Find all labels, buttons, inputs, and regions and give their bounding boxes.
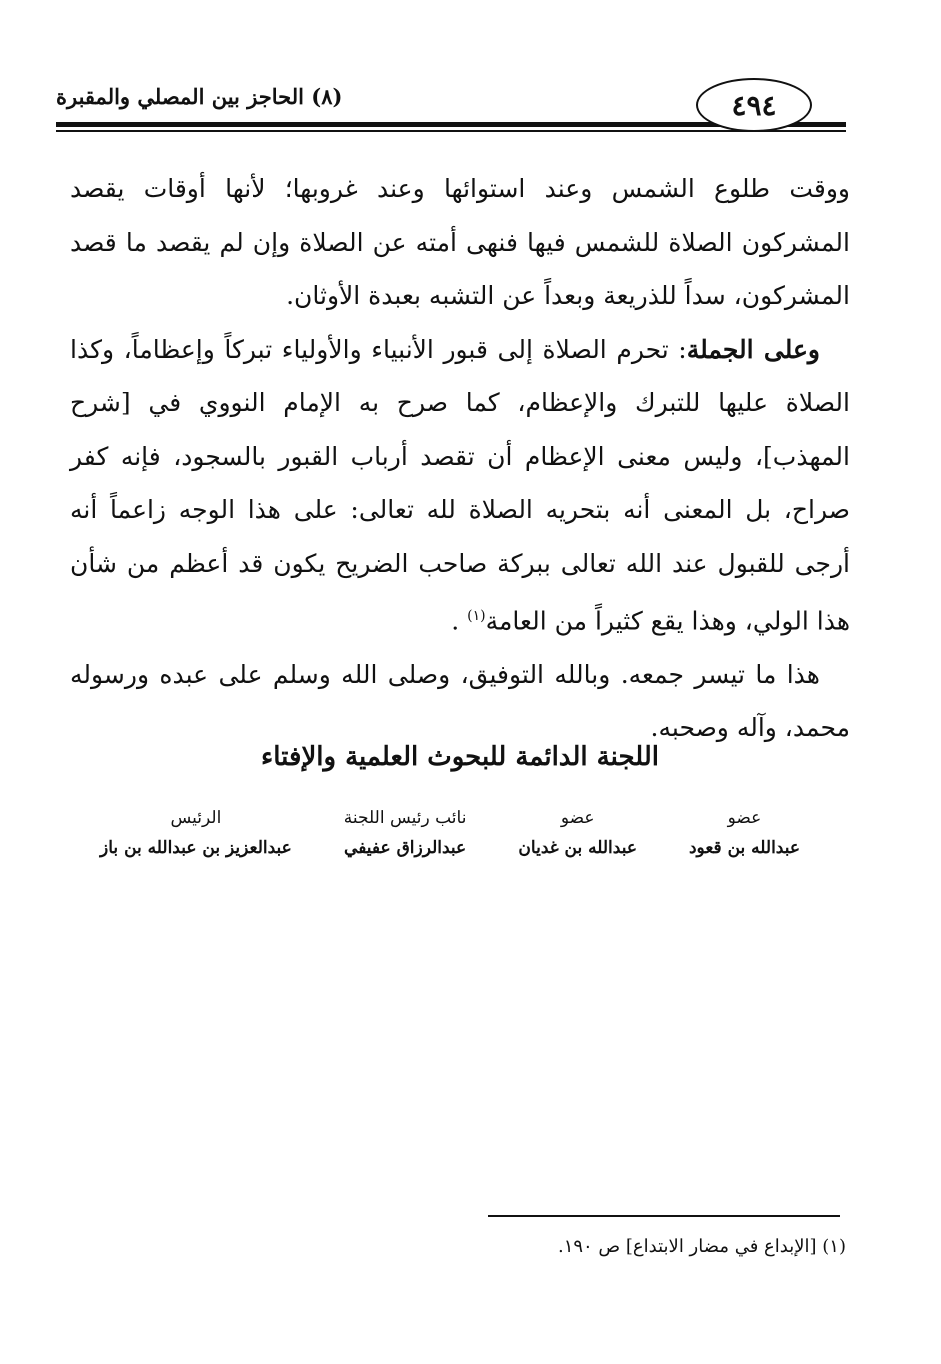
- page-number: ٤٩٤: [696, 78, 812, 132]
- paragraph-3: هذا ما تيسر جمعه. وبالله التوفيق، وصلى الله وسلم على عبده ورسوله محمد، وآله وصحبه.: [70, 659, 850, 743]
- committee-title: اللجنة الدائمة للبحوث العلمية والإفتاء: [261, 742, 659, 772]
- signature-member-2: [518, 808, 637, 878]
- body-text: [70, 162, 850, 755]
- signature-name: عبدالرزاق عفيفي: [344, 838, 467, 858]
- footnote-reference: (١): [467, 608, 486, 624]
- signature-role: عضو: [727, 808, 762, 828]
- footnote-separator: [488, 1215, 840, 1217]
- paragraph-1: ووقت طلوع الشمس وعند استوائها وعند غروبها؛ لأنها أوقات يقصد المشركون الصلاة للشمس فيها فنهى أمته عن الصلاة وإن لم يقصد ما قصد المشركون، سداً للذريعة وبعداً عن التشبه بعبدة الأوثان.: [70, 174, 850, 310]
- paragraph-2-end: .: [451, 606, 460, 636]
- signature-role: الرئيس: [170, 808, 222, 828]
- footnote: [558, 1236, 846, 1257]
- signatures-block: [100, 808, 800, 878]
- footnote-text: [الإبداع في مضار الابتداع] ص ١٩٠.: [557, 1236, 817, 1257]
- footnote-marker: (١): [822, 1236, 846, 1257]
- signature-name: عبدالعزيز بن عبدالله بن باز: [100, 838, 292, 858]
- page-header: [56, 78, 846, 130]
- paragraph-2: [70, 323, 850, 648]
- signature-vice-chairman: [344, 808, 467, 878]
- running-title: (٨) الحاجز بين المصلي والمقبرة: [56, 84, 343, 109]
- signature-name: عبدالله بن غديان: [518, 838, 637, 858]
- signature-role: نائب رئيس اللجنة: [343, 808, 467, 828]
- signature-role: عضو: [560, 808, 595, 828]
- paragraph-2-lead: وعلى الجملة: [686, 334, 820, 364]
- signature-name: عبدالله بن قعود: [688, 838, 800, 858]
- signature-chairman: [100, 808, 292, 878]
- header-rule-thin: [56, 130, 846, 132]
- paragraph-2-text: : تحرم الصلاة إلى قبور الأنبياء والأولياء تبركاً وإعظاماً، وكذا الصلاة عليها للتبرك والإعظام، كما صرح به الإمام النووي في [شرح المهذب]، وليس معنى الإعظام أن تقصد أرباب القبور بالسجود، فإنه كفر صراح، بل المعنى أنه بتحريه الصلاة لله تعالى: على هذا الوجه زاعماً أنه أرجى للقبول عند الله تعالى ببركة صاحب الضريح يكون قد أعظم من شأن هذا الولي، وهذا يقع كثيراً من العامة: [70, 334, 850, 636]
- signature-member-1: [689, 808, 800, 878]
